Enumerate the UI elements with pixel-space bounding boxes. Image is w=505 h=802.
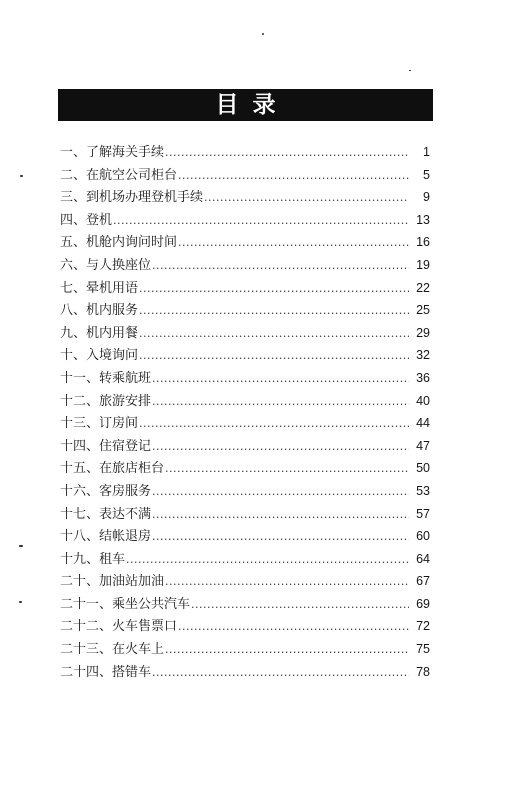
toc-entry[interactable] bbox=[60, 367, 430, 390]
toc-entry[interactable] bbox=[60, 593, 430, 616]
toc-entry-page: 29 bbox=[416, 325, 430, 340]
toc-entry-title: 七、晕机用语 bbox=[60, 280, 139, 296]
toc-entry[interactable] bbox=[60, 457, 430, 480]
toc-leader-dots bbox=[191, 594, 409, 617]
toc-entry-title: 十五、在旅店柜台 bbox=[60, 461, 165, 477]
toc-entry-title: 二十二、火车售票口 bbox=[60, 619, 178, 635]
scan-speck bbox=[20, 175, 23, 177]
toc-leader-dots bbox=[152, 255, 409, 278]
toc-entry-page: 53 bbox=[416, 483, 430, 498]
toc-entry[interactable] bbox=[60, 141, 430, 164]
toc-entry-page: 5 bbox=[423, 167, 430, 182]
toc-leader-dots bbox=[165, 458, 409, 481]
toc-entry-title: 八、机内服务 bbox=[60, 303, 139, 319]
toc-entry-page: 60 bbox=[416, 529, 430, 544]
toc-entry-title: 十四、住宿登记 bbox=[60, 438, 152, 454]
toc-entry-title: 四、登机 bbox=[60, 212, 113, 228]
toc-entry-page: 44 bbox=[416, 416, 430, 431]
toc-entry-page: 19 bbox=[416, 257, 430, 272]
toc-entry-page: 40 bbox=[416, 393, 430, 408]
toc-entry-page: 57 bbox=[416, 506, 430, 521]
toc-entry-page: 67 bbox=[416, 574, 430, 589]
contents-heading-bar bbox=[58, 89, 433, 121]
toc-entry[interactable] bbox=[60, 344, 430, 367]
toc-leader-dots bbox=[152, 662, 409, 685]
toc-entry-title: 二十一、乘坐公共汽车 bbox=[60, 596, 191, 612]
toc-leader-dots bbox=[152, 481, 409, 504]
toc-leader-dots bbox=[139, 278, 409, 301]
toc-entry-page: 9 bbox=[423, 190, 430, 205]
toc-entry[interactable] bbox=[60, 503, 430, 526]
toc-entry[interactable] bbox=[60, 412, 430, 435]
toc-entry-title: 五、机舱内询问时间 bbox=[60, 235, 178, 251]
toc-leader-dots bbox=[152, 526, 409, 549]
toc-entry-page: 72 bbox=[416, 619, 430, 634]
toc-entry-page: 69 bbox=[416, 596, 430, 611]
toc-leader-dots bbox=[126, 549, 409, 572]
toc-entry[interactable] bbox=[60, 661, 430, 684]
toc-entry-title: 十二、旅游安排 bbox=[60, 393, 152, 409]
toc-leader-dots bbox=[165, 571, 409, 594]
toc-leader-dots bbox=[152, 368, 409, 391]
toc-entry-title: 十八、结帐退房 bbox=[60, 529, 152, 545]
toc-entry-title: 六、与人换座位 bbox=[60, 257, 152, 273]
toc-leader-dots bbox=[178, 232, 409, 255]
toc-leader-dots bbox=[113, 210, 409, 233]
toc-entry[interactable] bbox=[60, 277, 430, 300]
toc-entry-title: 十七、表达不满 bbox=[60, 506, 152, 522]
scan-speck bbox=[19, 601, 22, 603]
toc-entry[interactable] bbox=[60, 638, 430, 661]
toc-entry-title: 二十四、搭错车 bbox=[60, 664, 152, 680]
toc-leader-dots bbox=[139, 413, 409, 436]
toc-entry[interactable] bbox=[60, 299, 430, 322]
toc-entry-page: 1 bbox=[423, 145, 430, 159]
toc-leader-dots bbox=[152, 504, 409, 527]
contents-heading: 目录 bbox=[215, 91, 290, 118]
toc-entry-page: 16 bbox=[416, 235, 430, 250]
scan-speck bbox=[409, 70, 411, 71]
toc-entry[interactable] bbox=[60, 390, 430, 413]
toc-entry-page: 22 bbox=[416, 280, 430, 295]
toc-entry[interactable] bbox=[60, 570, 430, 593]
toc-leader-dots bbox=[165, 142, 409, 165]
toc-entry-page: 64 bbox=[416, 551, 430, 566]
toc-entry[interactable] bbox=[60, 209, 430, 232]
toc-entry-title: 三、到机场办理登机手续 bbox=[60, 190, 204, 206]
toc-entry-page: 78 bbox=[416, 664, 430, 679]
scan-speck bbox=[262, 33, 264, 35]
toc-entry-title: 十三、订房间 bbox=[60, 416, 139, 432]
toc-entry[interactable] bbox=[60, 480, 430, 503]
toc-entry[interactable] bbox=[60, 186, 430, 209]
toc-entry-page: 13 bbox=[416, 212, 430, 227]
toc-entry-title: 二十三、在火车上 bbox=[60, 642, 165, 658]
toc-leader-dots bbox=[165, 639, 409, 662]
toc-entry-title: 十六、客房服务 bbox=[60, 483, 152, 499]
toc-entry-title: 十、入境询问 bbox=[60, 348, 139, 364]
scan-speck bbox=[19, 545, 23, 547]
toc-entry-title: 二、在航空公司柜台 bbox=[60, 167, 178, 183]
toc-leader-dots bbox=[178, 616, 409, 639]
toc-leader-dots bbox=[152, 391, 409, 414]
toc-entry-title: 二十、加油站加油 bbox=[60, 574, 165, 590]
toc-entry[interactable] bbox=[60, 231, 430, 254]
toc-leader-dots bbox=[139, 345, 409, 368]
toc-leader-dots bbox=[204, 187, 409, 210]
toc-entry-title: 一、了解海关手续 bbox=[60, 145, 165, 160]
toc-leader-dots bbox=[139, 300, 409, 323]
toc-entry-page: 25 bbox=[416, 303, 430, 318]
toc-entry-page: 47 bbox=[416, 438, 430, 453]
toc-leader-dots bbox=[152, 436, 409, 459]
toc-entry[interactable] bbox=[60, 548, 430, 571]
toc-entry-page: 75 bbox=[416, 642, 430, 657]
toc-entry-page: 50 bbox=[416, 461, 430, 476]
toc-leader-dots bbox=[139, 323, 409, 346]
table-of-contents bbox=[60, 141, 430, 683]
toc-leader-dots bbox=[178, 165, 409, 188]
toc-entry-page: 36 bbox=[416, 370, 430, 385]
toc-entry-title: 九、机内用餐 bbox=[60, 325, 139, 341]
toc-entry[interactable] bbox=[60, 435, 430, 458]
toc-entry-title: 十九、租车 bbox=[60, 551, 126, 567]
toc-entry-page: 32 bbox=[416, 348, 430, 363]
toc-entry[interactable] bbox=[60, 164, 430, 187]
toc-entry[interactable] bbox=[60, 254, 430, 277]
toc-entry[interactable] bbox=[60, 322, 430, 345]
toc-entry[interactable] bbox=[60, 525, 430, 548]
toc-entry[interactable] bbox=[60, 615, 430, 638]
toc-entry-title: 十一、转乘航班 bbox=[60, 370, 152, 386]
